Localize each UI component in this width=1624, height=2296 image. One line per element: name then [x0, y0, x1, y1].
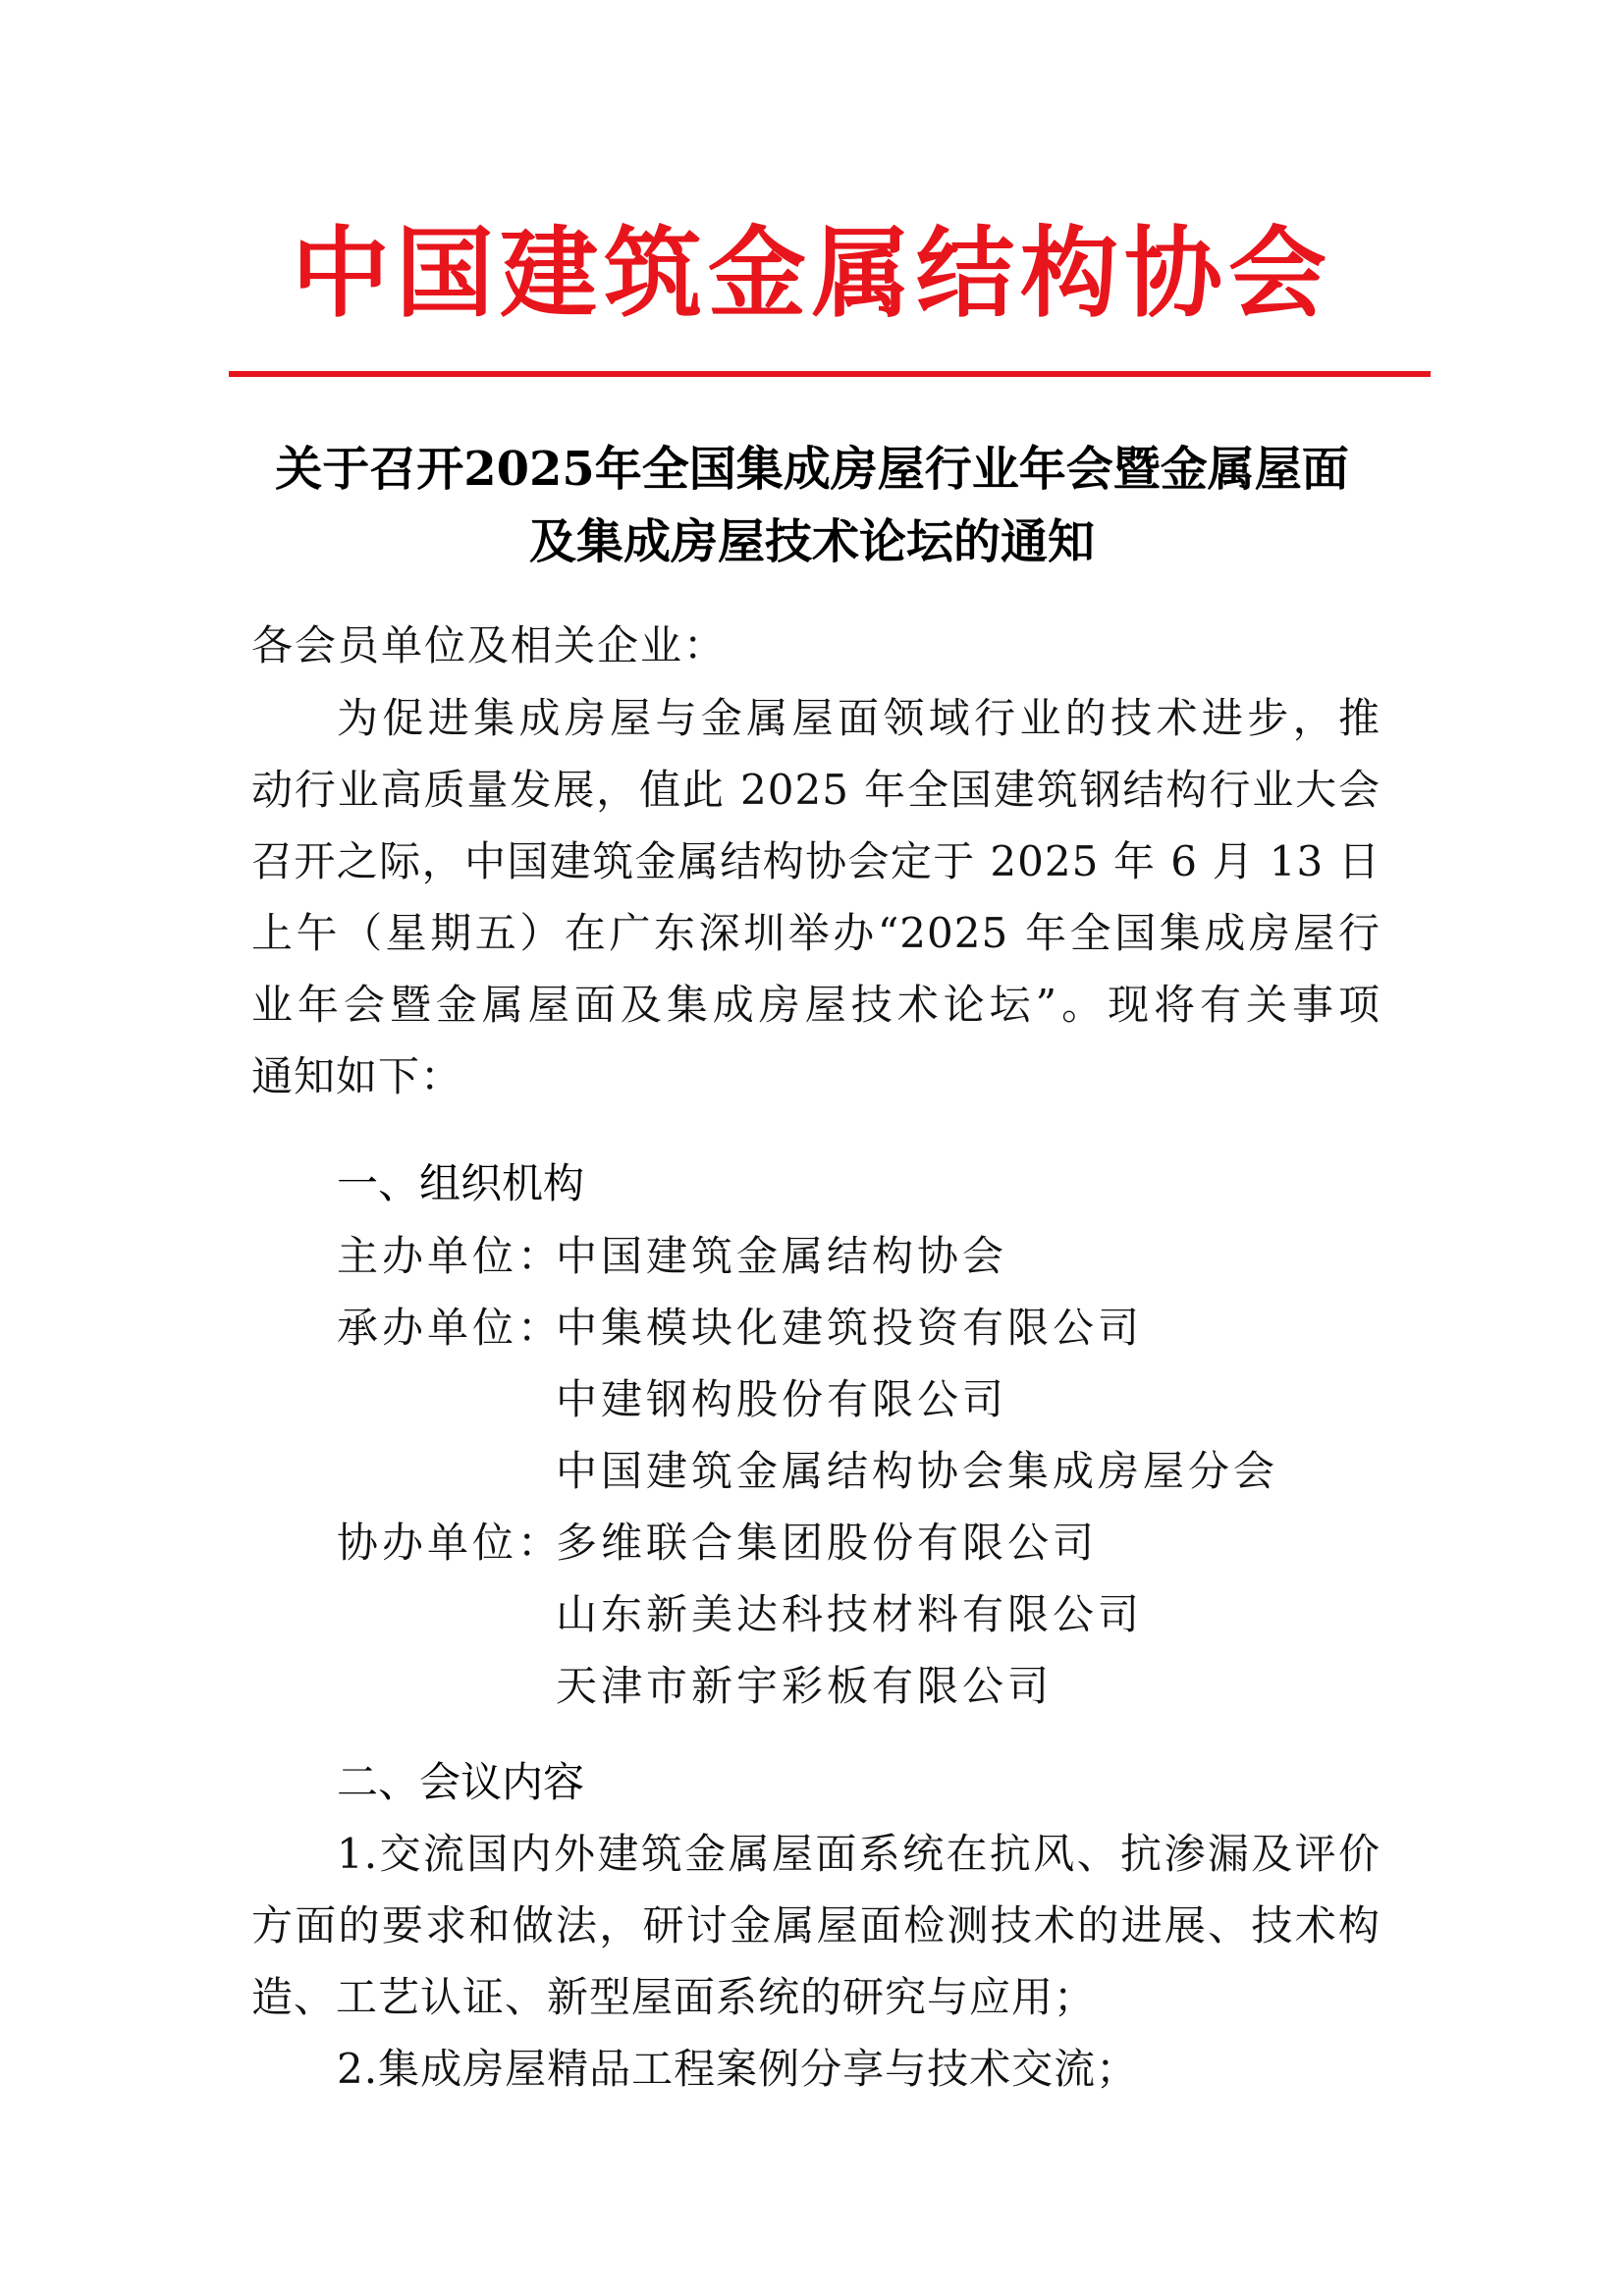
organization-letterhead: 中国建筑金属结构协会 — [292, 216, 1332, 331]
co-organizer-value: 多维联合集团股份有限公司 — [556, 1519, 1099, 1567]
letterhead-rule — [229, 371, 1431, 377]
host-label: 主办单位： — [337, 1232, 564, 1280]
intro-line: 为促进集成房屋与金属屋面领域行业的技术进步，推 — [337, 694, 1380, 742]
organizer-value: 中集模块化建筑投资有限公司 — [556, 1304, 1144, 1352]
intro-line: 业年会暨金属屋面及集成房屋技术论坛”。现将有关事项 — [251, 981, 1380, 1029]
co-organizer-value: 山东新美达科技材料有限公司 — [556, 1590, 1144, 1638]
intro-line: 上午（星期五）在广东深圳举办“2025 年全国集成房屋行 — [251, 909, 1380, 957]
content-item-line: 造、工艺认证、新型屋面系统的研究与应用； — [251, 1973, 1097, 2021]
content-item-line: 1.交流国内外建筑金属屋面系统在抗风、抗渗漏及评价 — [337, 1830, 1380, 1878]
intro-line: 动行业高质量发展，值此 2025 年全国建筑钢结构行业大会 — [251, 766, 1380, 814]
host-value: 中国建筑金属结构协会 — [556, 1232, 1008, 1280]
co-organizer-label: 协办单位： — [337, 1519, 564, 1567]
intro-line: 召开之际，中国建筑金属结构协会定于 2025 年 6 月 13 日 — [251, 837, 1380, 885]
co-organizer-value: 天津市新宇彩板有限公司 — [556, 1662, 1054, 1710]
document-title-line-1: 关于召开2025年全国集成房屋行业年会暨金属屋面 — [275, 442, 1349, 497]
section-heading-organization: 一、组织机构 — [337, 1159, 585, 1207]
organizer-label: 承办单位： — [337, 1304, 564, 1352]
organizer-value: 中建钢构股份有限公司 — [556, 1375, 1008, 1423]
section-heading-content: 二、会议内容 — [337, 1758, 585, 1806]
content-item-2: 2.集成房屋精品工程案例分享与技术交流； — [337, 2045, 1139, 2093]
content-item-line: 方面的要求和做法，研讨金属屋面检测技术的进展、技术构 — [251, 1901, 1380, 1949]
organizer-value: 中国建筑金属结构协会集成房屋分会 — [556, 1447, 1279, 1495]
intro-line: 通知如下： — [251, 1052, 463, 1100]
salutation: 各会员单位及相关企业： — [251, 621, 728, 669]
document-title-line-2: 及集成房屋技术论坛的通知 — [528, 514, 1095, 569]
